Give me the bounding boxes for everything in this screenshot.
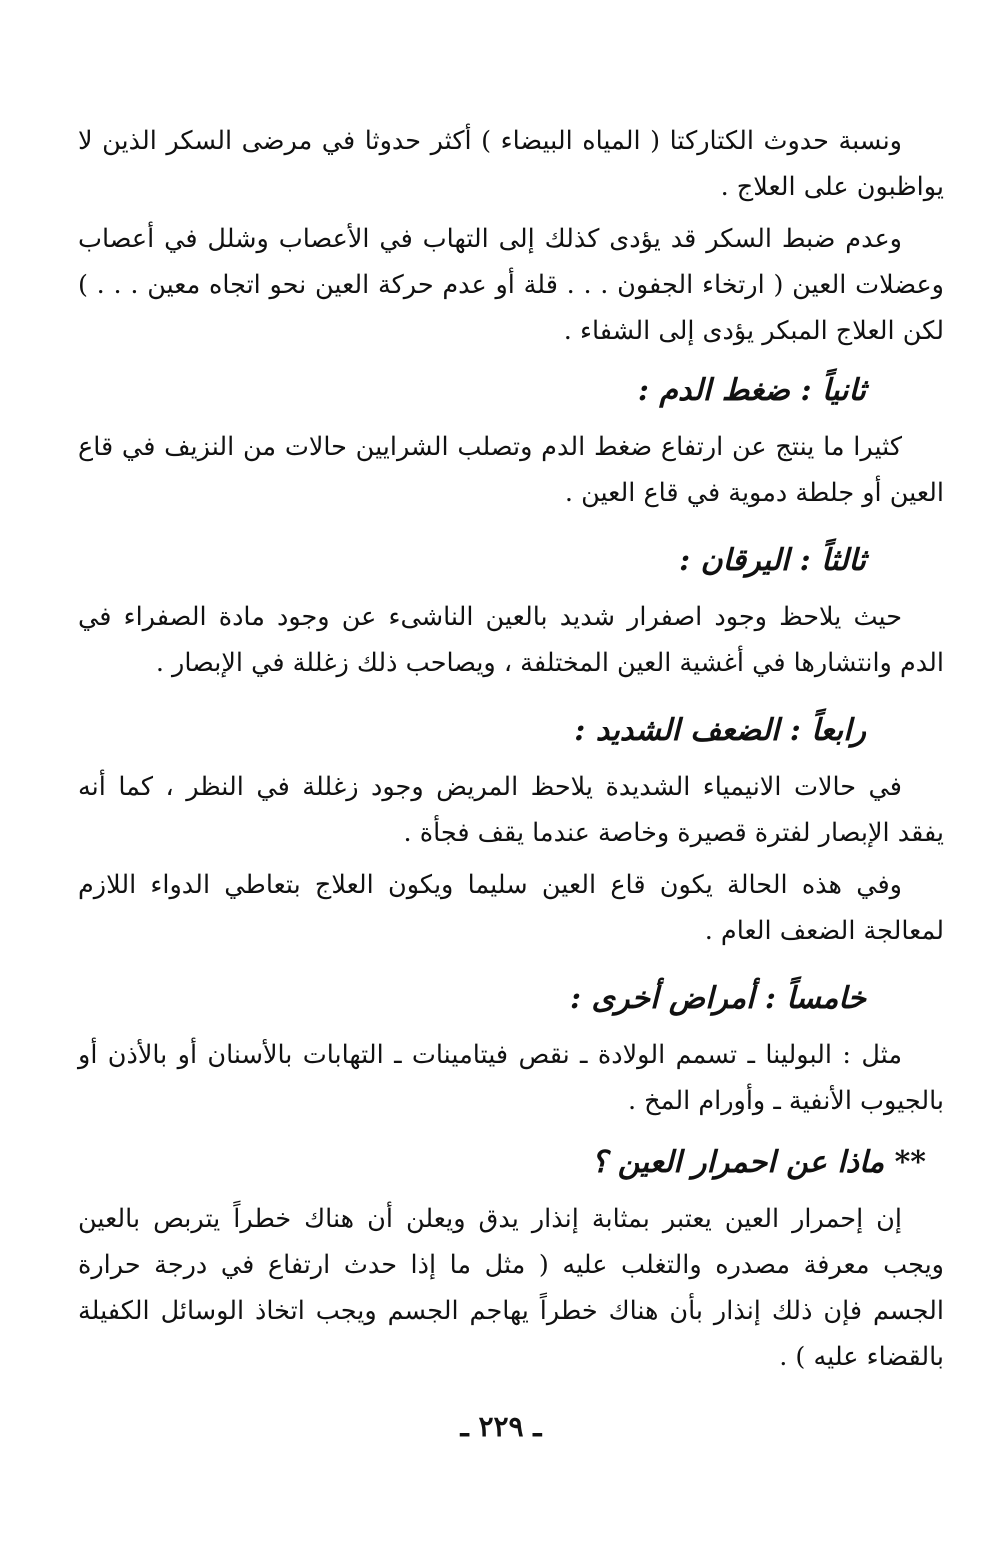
heading-jaundice: ثالثاً : اليرقان : [679, 543, 866, 578]
page-number: ـ ٢٢٩ ـ [460, 1410, 542, 1443]
paragraph-other-diseases: مثل : البولينا ـ تسمم الولادة ـ نقص فيتامينات ـ التهابات بالأسنان أو بالأذن أو بالجيوب الأنفية ـ وأورام المخ . [78, 1040, 944, 1116]
paragraph-eye-redness: إن إحمرار العين يعتبر بمثابة إنذار يدق ويعلن أن هناك خطراً يتربص بالعين ويجب معرفة مصدره والتغلب عليه ( مثل ما إذا حدث ارتفاع في درجة حرارة الجسم فإن ذلك إنذار بأن هناك خطراً يهاجم الجسم ويجب اتخاذ الوسائل الكفيلة بالقضاء عليه ) . [78, 1204, 944, 1372]
paragraph-nerves: وعدم ضبط السكر قد يؤدى كذلك إلى التهاب في الأعصاب وشلل في أعصاب وعضلات العين ( ارتخاء الجفون . . . قلة أو عدم حركة العين نحو اتجاه معين . . . ) لكن العلاج المبكر يؤدى إلى الشفاء . [78, 224, 944, 346]
page-body [78, 118, 944, 1386]
heading-other-diseases: خامساً : أمراض أخرى : [569, 981, 866, 1016]
paragraph-blood-pressure: كثيرا ما ينتج عن ارتفاع ضغط الدم وتصلب الشرايين حالات من النزيف في قاع العين أو جلطة دموية في قاع العين . [78, 432, 944, 508]
heading-eye-redness: ** ماذا عن احمرار العين ؟ [591, 1145, 926, 1180]
paragraph-anemia: في حالات الانيمياء الشديدة يلاحظ المريض وجود زغللة في النظر ، كما أنه يفقد الإبصار لفترة قصيرة وخاصة عندما يقف فجأة . [78, 772, 944, 848]
paragraph-treatment: وفي هذه الحالة يكون قاع العين سليما ويكون العلاج بتعاطي الدواء اللازم لمعالجة الضعف العام . [78, 870, 944, 946]
paragraph-jaundice: حيث يلاحظ وجود اصفرار شديد بالعين الناشىء عن وجود مادة الصفراء في الدم وانتشارها في أغشية العين المختلفة ، ويصاحب ذلك زغللة في الإبصار . [78, 602, 944, 678]
heading-weakness: رابعاً : الضعف الشديد : [574, 713, 866, 748]
paragraph-cataract: ونسبة حدوث الكتاركتا ( المياه البيضاء ) أكثر حدوثا في مرضى السكر الذين لا يواظبون على العلاج . [78, 126, 944, 202]
heading-blood-pressure: ثانياً : ضغط الدم : [637, 373, 866, 408]
